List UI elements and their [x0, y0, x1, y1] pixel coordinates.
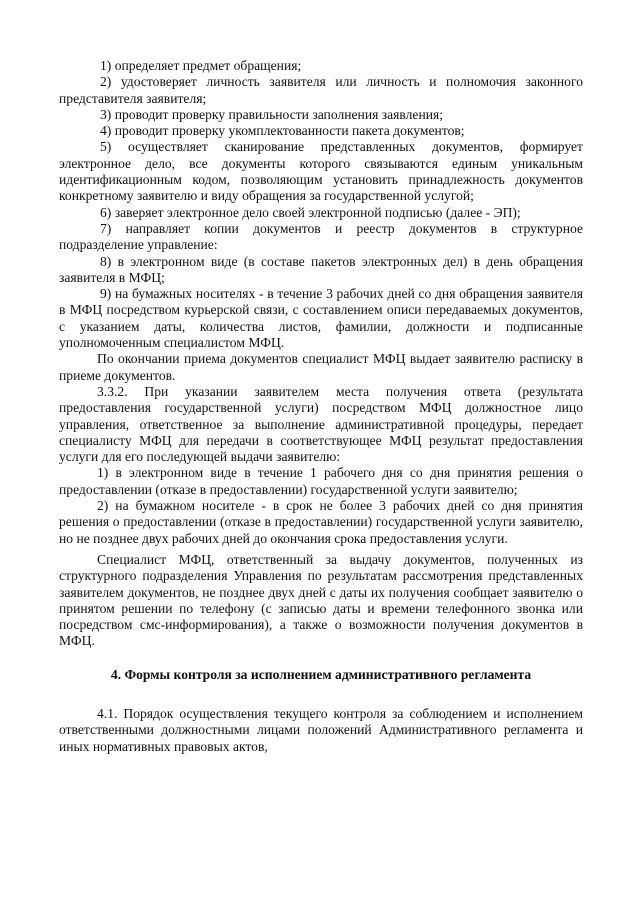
- list-item: 4) проводит проверку укомплектованности пакета документов;: [100, 123, 465, 139]
- procedure-list: [59, 58, 583, 351]
- paragraph-3-3-2: 3.3.2. При указании заявителем места получения ответа (результата предоставления государственной услуги) посредством МФЦ должностное лицо управления, ответственное за выполнение административной процедуры, передает специалисту МФЦ для передачи в соответствующее МФЦ результат предоставления услуги для его последующей выдачи заявителю:: [59, 383, 583, 465]
- list-item: 6) заверяет электронное дело своей электронной подписью (далее - ЭП);: [100, 204, 521, 220]
- list-item: 8) в электронном виде (в составе пакетов электронных дел) в день обращения заявителя в МФЦ;: [59, 253, 583, 285]
- list-item: 9) на бумажных носителях - в течение 3 рабочих дней со дня обращения заявителя в МФЦ посредством курьерской связи, с составлением описи передаваемых документов, с указанием даты, количества листов, фамилии, должности и подписанные уполномоченным специалистом МФЦ.: [59, 286, 583, 351]
- list-item: 7) направляет копии документов и реестр документов в структурное подразделение управление:: [59, 220, 583, 253]
- paragraph-receipt: По окончании приема документов специалист МФЦ выдает заявителю расписку в приеме документов.: [59, 351, 583, 383]
- section-heading: 4. Формы контроля за исполнением административного регламента: [110, 666, 532, 682]
- sub-item: 2) на бумажном носителе - в срок не более 3 рабочих дней со дня принятия решения о предоставлении (отказе в предоставлении) государственной услуги заявителю, но не позднее двух рабочих дней до окончания срока предоставления услуги.: [59, 498, 583, 546]
- list-item: 5) осуществляет сканирование представленных документов, формирует электронное дело, все документы которого связываются единым уникальным идентификационным кодом, позволяющим установить принадлежность документов конкретному заявителю и виду обращения за государственной услугой;: [59, 139, 583, 204]
- document-body: [59, 58, 583, 755]
- paragraph-4-1: 4.1. Порядок осуществления текущего контроля за соблюдением и исполнением ответственными должностными лицами положений Административного регламента и иных нормативных правовых актов,: [59, 705, 583, 754]
- list-item: 2) удостоверяет личность заявителя или личность и полномочия законного представителя заявителя;: [59, 74, 583, 106]
- list-item: 1) определяет предмет обращения;: [100, 58, 302, 73]
- list-item: 3) проводит проверку правильности заполнения заявления;: [100, 106, 444, 122]
- sub-item: 1) в электронном виде в течение 1 рабочего дня со дня принятия решения о предоставлении (отказе в предоставлении) государственной услуги заявителю;: [59, 465, 583, 497]
- paragraph-specialist: Специалист МФЦ, ответственный за выдачу документов, полученных из структурного подразделения Управления по результатам рассмотрения представленных заявителем документов, не позднее двух дней с даты их получения сообщает заявителю о принятом решении по телефону (с записью даты и времени телефонного звонка или посредством смс-информирования), а также о возможности получения документов в МФЦ.: [59, 551, 583, 649]
